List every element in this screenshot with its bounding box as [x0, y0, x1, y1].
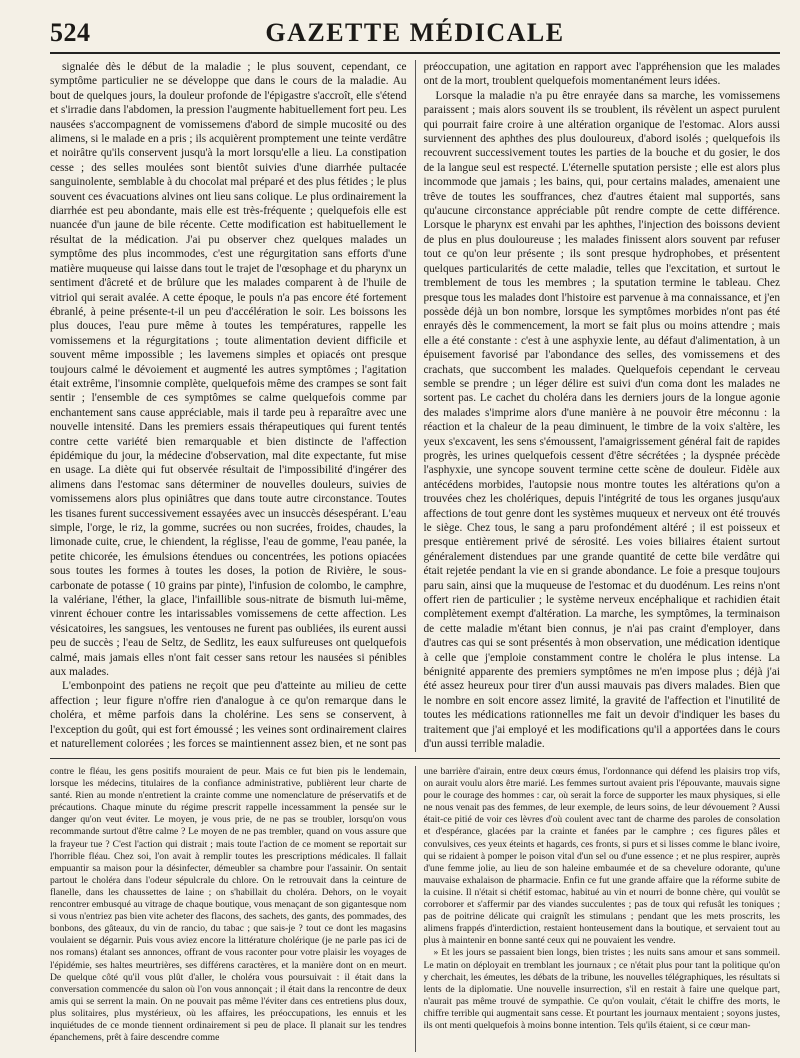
article-paragraph: L'embonpoint des patiens ne reçoit que peu d'atteinte au milieu de cette affection ; leur figure n'offre rien d'analogue à ce qu'on remarque dans le choléra, et même parfois dans la cholérine. Les sens se conservent, à l'exception du goût, qui est fort émoussé ; les veines sont ordinairement claires et naturellement colorées ; les forces se maintiennent assez bien, et ne sont pas	[50, 680, 407, 751]
page-header	[50, 12, 780, 52]
feuilleton-paragraph: une barrière d'airain, entre deux cœurs émus, l'ordonnance qui défend les plaisirs trop vifs, on aurait voulu alors être marié. Les femmes surtout avaient pris l'épouvante, mauvais signe pour le courage des hommes : car, où serait la force de supporter les maux physiques, si elle ne nous venait pas des femmes, de leur exemple, de leurs soins, de leur dévouement ? Aussi était-ce pitié de voir ces lèvres d'où coulent avec tant de charme des paroles de consolation et d'espérance, glacées par la crainte et fanées par le camphre ; ces figures pâles et convulsives, ces yeux éteints et hagards, ces fronts, si purs et si lisses comme le blanc ivoire, qui se ridaient à pomper le poison vital d'un sel ou d'une essence ; et ne plus respirer, auprès d'une femme jolie, au lieu de son haleine embaumée et de sa chevelure odorante, qu'une mauvaise exhalaison de pharmacie. Enfin ce fut une grande affaire que la réforme subite de la cuisine. Il n'était si chétif estomac, habitué au vin et nourri de bonne chère, qui voulût se corroborer et s'affermir par des viandes succulentes ; pas de toux qui refusât les toniques ; pas de poitrine délicate qui craignît les stimulans ; pendant que les mets proscrits, les alimens frappés d'interdiction, restaient honteusement dans la boutique, et servaient tout au plus à maintenir en bonne santé ceux qui ne pouvaient les vendre.	[423, 766, 780, 947]
masthead-title: GAZETTE MÉDICALE	[265, 18, 565, 47]
column-divider	[415, 766, 416, 1052]
feuilleton-body	[50, 766, 780, 1052]
article-column-right	[424, 60, 781, 752]
feuilleton-rule	[50, 758, 780, 759]
page-number: 524	[50, 18, 91, 47]
article-paragraph: signalée dès le début de la maladie ; le plus souvent, cependant, ce symptôme particulier ne se développe que dans le cours de la maladie. Au bout de quelques jours, la douleur profonde de l'épigastre s'accroît, elle s'étend et s'irradie dans l'abdomen, la pression l'augmente habituellement fort peu. Les nausées s'accompagnent de vomissemens d'abord de simple mucosité ou des alimens, si le malade en a pris ; ils acquièrent promptement une teinte verdâtre et noirâtre qu'ils conservent jusqu'à la mort lorsqu'elle a lieu. La constipation cesse ; des selles moulées sont bientôt suivies d'une diarrhée pultacée sanguinolente, semblable à du chocolat mal préparé et des plus fétides ; le plus souvent ces évacuations alvines ont lieu sans colique. Le plus ordinairement la diarrhée est peu abondante, mais elle est très-fréquente ; quelquefois elle est nuancée d'un jaune de bile récente. Cette modification est habituellement le résultat de la médication. J'ai pu observer chez quelques malades un symptôme des plus incommodes, c'est une régurgitation sans efforts d'une matière muqueuse qui laisse dans tout le trajet de l'œsophage et du pharynx un sentiment d'âcreté et de brûlure que les malades comparent à de l'huile de vitriol qui serait avalée. A cette époque, le pouls n'a pas encore été fortement ébranlé, à peine présente-t-il un peu d'accélération le soir. Les boissons les plus douces, l'eau pure même à toutes les températures, rappelle les vomissemens et la régurgitations ; toute alimentation devient difficile et souvent même impossible ; les lavemens simples et opiacés ont presque toujours calmé le dévoiement et augmenté les autres symptômes ; l'agitation était extrême, l'insomnie complète, quelquefois même des crampes se sont fait sentir ; l'ensemble de ces symptômes se calme quelquefois comme par enchantement sans cause appréciable, mais il tarde peu à reparaître avec une nouvelle intensité. Dans les premiers essais thérapeutiques qui furent tentés contre cette variété bien remarquable et bien distincte de l'affection épidémique du jour, la médecine d'observation, mal dite expectante, fut mise en usage. La diète qui fut observée résultait de l'impossibilité d'ingérer des alimens dans l'estomac sans déterminer de nouvelles douleurs, suivies de vomissemens alors plus opiniâtres que dans toute autre circonstance. Toutes les tisanes furent successivement essayées avec un insuccès désespérant. L'eau simple, l'orge, le riz, la gomme, sucrées ou non sucrées, froides, chaudes, la limonade cuite, crue, le chiendent, la réglisse, l'eau de gomme, l'eau panée, la petite chicorée, les émulsions étendues ou concentrées, les potions opiacées sous toutes les formes à toutes les doses, la potion de Rivière, le sous-carbonate de potasse ( 10 grains par pinte), l'infusion de colombo, le camphre, la valériane, l'éther, la glace, l'infaillible sous-nitrate de bismuth lui-même, vinrent échouer contre les intarissables vomissemens de cette affection. Les vésicatoires, les sangsues, les ventouses ne furent pas oubliées, ils eurent aussi peu de succès ; l'eau de Seltz, de Sedlitz, les eaux sulfureuses ont quelquefois calmé, mais jamais elles n'ont fait cesser sans retour les nausées si pénibles aux malades.	[50, 61, 407, 679]
feuilleton-paragraph: » Et les jours se passaient bien longs, bien tristes ; les nuits sans amour et sans sommeil. Le matin on déployait en tremblant les journaux ; ce n'était plus pour tant la politique qu'on y cherchait, les émeutes, les débats de la tribune, les nouvelles télégraphiques, les résultats si lents de la diplomatie. Une nouvelle insurrection, s'il en restait à faire une quelque part, n'aurait pas même trouvé de sympathie. Ce qu'on voulait, c'était le chiffre des morts, le chiffre terrible qui augmentait sans cesse. Et pourtant les journaux mentaient ; soyons justes, ils ont menti quelquefois à moins bonne intention. Tels qu'ils étaient, si ce cœur man-	[423, 947, 780, 1031]
article-paragraph	[424, 752, 781, 753]
feuilleton-column-right	[424, 766, 781, 1052]
feuilleton-paragraph: contre le fléau, les gens positifs mouraient de peur. Mais ce fut bien pis le lendemain, lorsque les médecins, titulaires de la confiance administrative, publièrent leur charte de santé. Rien au monde n'entretient la crainte comme une nomenclature de préservatifs et de précautions. Chaque minute du régime prescrit rappelle incessamment la pensée sur le danger qu'on veut éviter. Le moyen, je vous prie, de ne pas se troubler, lorsqu'on vous recommande surtout d'être calme ? Le moyen de ne pas trembler, quand on vous assure que la frayeur tue ? C'est l'action qui distrait ; mais toute l'action de ce moment se reportait sur l'horrible fléau. Chez soi, l'on avait à remplir toutes les prescriptions médicales. Il fallait empuantir sa maison pour la désinfecter, démeubler sa chambre pour l'assainir. On sentait partout le choléra dans l'odeur sépulcrale du chlore. On le retrouvait dans la ceinture de flanelle, dans les chaussettes de laine ; on s'habillait du choléra. Dehors, on le voyait rencontrer embusqué au vitrage de chaque boutique, vous menaçant de son gigantesque nom si vous n'entriez pas bien vite acheter des flacons, des sachets, des gants, des pommades, des bonbons, des gâteaux, du vin de rancio, du tabac ; que sais-je ? tout ce dont les magasins voulaient se dégarnir. Puis vous aviez encore la littérature cholérique (je ne parle pas ici de nos romans) étalant ses annonces, offrant de vous raconter pour votre plaisir les voyages de l'épidémie, ses haltes meurtrières, ses différens caractères, et la manière dont on en meurt. De quelque côté qu'il vous plût d'aller, le choléra vous poursuivait : il était dans la conversation commencée du salon où l'on vous annonçait ; il était dans la rencontre de deux amis qui se serrent la main. On ne pouvait pas même l'éviter dans ces entretiens plus doux, plus solitaires, plus mystérieux, où les affaires, les préoccupations, les ennuis et les inquiétudes de ce monde tiennent ordinairement si peu de place. Il planait sur les tendres épanchemens, prêt à faire descendre comme	[50, 766, 407, 1044]
column-divider	[415, 60, 416, 752]
article-paragraph: préoccupation, une agitation en rapport avec l'appréhension que les malades ont de la mort, troublent quelquefois momentanément leurs idées.	[423, 61, 780, 88]
header-rule	[50, 52, 780, 54]
article-column-left	[50, 60, 407, 752]
article-paragraph: Lorsque la maladie n'a pu être enrayée dans sa marche, les vomissemens paraissent ; mais alors souvent ils se troublent, ils révèlent un aspect purulent qui pourrait faire croire à une altération organique de l'estomac. Alors aussi surviennent des aphthes des plus douloureux, d'abord isolés ; quelquefois ils recouvrent successivement toutes les parties de la bouche et du gosier, le dos de la langue seul est respecté. L'éternelle sputation persiste ; elle est alors plus incommode que jamais ; les bains, qui, pour certains malades, amenaient une trêve de toutes les souffrances, chez d'autres étaient mal supportés, sans qu'aucune circonstance appréciable pût rendre compte de cette différence. Lorsque le pharynx est envahi par les aphthes, l'injection des boissons devient de plus en plus douloureuse ; les malades finissent alors souvent par refuser tout ce qu'on leur présente ; ils sont presque hydrophobes, et présentent quelques particularités de cette maladie, telles que l'excitation, et surtout le tremblement de tous les membres ; la sputation termine le tableau. Chez presque tous les malades dont l'histoire est parvenue à ma connaissance, et j'en possède déjà un bon nombre, lorsque les symptômes morbides n'ont pas été enrayés dès le commencement, la mort se fait plus ou moins attendre ; mais elle a été constante : c'est à une asphyxie lente, au défaut d'alimentation, à un épuisement favorisé par l'abondance des selles, des vomissemens et des crachats, que succombent les malades. Quelquefois cependant le cerveau semble se prendre ; un léger délire est suivi d'un coma dont les malades ne sortent pas. Le cachet du choléra dans les derniers jours de la longue agonie des malades s'imprime alors d'une manière à ne pouvoir être méconnu : la réaction et la chaleur de la peau diminuent, le timbre de la voix s'altère, les yeux s'excavent, les sens s'émoussent, l'amaigrissement général fait de rapides progrès, les urines quelquefois cessent d'être sécrétées ; la dyspnée précède l'asphyxie, une syncope souvent termine cette scène de douleur. Fidèle aux antécédens morbides, l'autopsie nous montre toutes les altérations qu'on a trouvées chez les cholériques, depuis l'intégrité de tous les organes jusqu'aux affections de tout genre dont les systèmes muqueux et nerveux ont été trouvés le siège. Chez tous, le sang a paru profondément altéré ; il est poisseux et presque entièrement privé de sérosité. Les voies biliaires étaient surtout généralement distendues par une grande quantité de cette bile verdâtre qui était rejetée pendant la vie en si grande abondance. Le foie a presque toujours paru sain, ainsi que la muqueuse de l'estomac et du duodénum. Les reins n'ont offert rien de particulier ; le système nerveux encéphalique et rachidien était complètement exempt d'altération. La marche, les symptômes, la terminaison de cette maladie m'étant bien connus, je n'ai pas craint d'employer, dans d'autres cas qui se sont présentés à mon observation, une médication identique à celle que j'emploie constamment contre le choléra le plus intense. La bénignité apparente des premiers symptômes ne m'en impose plus ; déjà j'ai été assez heureux pour tirer d'un aussi mauvais pas divers malades. Bien que le nombre en soit encore assez limité, la gravité de l'affection et l'inutilité de toutes les médications rationnelles me fait un devoir d'indiquer les bases du traitement que j'ai employé et les modifications qu'il a apportées dans le cours d'un aussi terrible maladie.	[423, 89, 780, 751]
article-body	[50, 60, 780, 752]
feuilleton-column-left	[50, 766, 407, 1052]
